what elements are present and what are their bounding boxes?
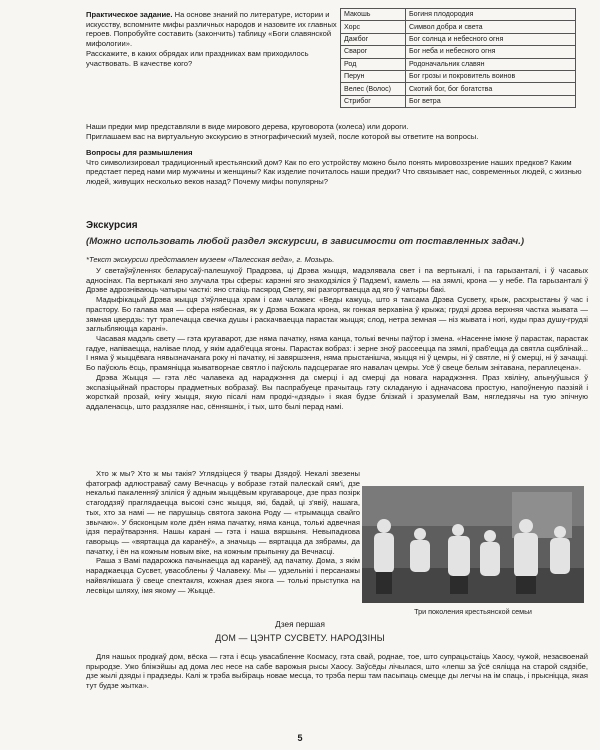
column-paragraph: Хто ж мы? Хто ж мы такія? Углядзіцеся ў твары Дзядоў. Некалі звезены фатограф адлюстраваў саму Вечнасць у вобразе гэтай палескай сям'і, дзе некалькі пакаленняў зліліся ў адным жыццёвым кругавароце, дзе праз позірк стагоддзяў праглядаецца высокі сэнс жыцця, які, бадай, ці з'явіў, нашага, тых, хто за намі — не парушыць святога закона Роду — «трымацца свайго звычаю». У бясконцым коле дзён няма пачатку, няма канца, толькі адвечная ідзя пераўтварэння. Нашы карані — гэта і наша вяршыня. Невыпадкова гаворыць — «вяртацца да каранёў», а значыць — вяртацца да зябрамы, да пачатку, і ён на кожным новым віке, на кожным прыпынку да Вечнасці.	[86, 469, 360, 556]
god-role-cell: Скотий бог, бог богатства	[406, 83, 576, 95]
gods-table-row	[341, 58, 576, 70]
intro-p1: Наши предки мир представляли в виде мирового дерева, круговорота (колеса) или дороги.	[86, 122, 409, 131]
gods-table	[340, 8, 576, 108]
questions-section	[86, 148, 586, 187]
chapter-label: Дзея першая	[275, 620, 325, 629]
column-paragraph: Раша з Вамі падарожжа пачынаецца ад каранёў, ад пачатку. Дома, з якім нараджаецца Сусвет, увасоблены ў Чалавеку. Мы — удзельнікі і персанажы найвялікшага ў свеце спектакля, кожная дзея якога — толькі прыступка на лесвіцы шляху, імя якому — Жыццё.	[86, 556, 360, 595]
gods-table-row	[341, 33, 576, 45]
chapter-text	[86, 652, 588, 691]
task-heading: Практическое задание.	[86, 10, 173, 19]
god-name-cell: Макошь	[341, 9, 406, 21]
gods-table-row	[341, 70, 576, 82]
page-number: 5	[297, 733, 303, 743]
body-paragraph: Мадыфікацый Дрэва жыцця з'яўляецца храм і сам чалавек: «Веды кажуць, што я таксама Дрэва Сусвету, крыж, расхрыстаны ў час і прастору. Бо галава мая — сфера нябесная, як у Дрэва Божага крона, як гонкая верхавіна ў крыжа; грудзі дрэва верхняя частка жывата — зямная цвердзь: тут трапечацца свечка душы і раскачваецца парастак жыцця; слод, нетра земная — ніз жывата і ногі, куды праз душу-грудзі заглыбляюцца карані».	[86, 295, 588, 334]
god-role-cell: Богиня плодородия	[406, 9, 576, 21]
chapter-title: ДОМ — ЦЭНТР СУСВЕТУ. НАРОДЗІНЫ	[215, 633, 385, 643]
god-role-cell: Бог ветра	[406, 95, 576, 107]
chapter-paragraph: Для нашых продкаў дом, вёска — гэта і ёсць увасабленне Космасу, гэта свай, роднае, тое, што супрацьстаіць Хаосу, чужой, незасвоенай прыродзе. Ужо бліжэйшы ад дома лес несе на сабе варожыя рысы Хаосу. Заўсёды лічылася, што «лепш за ўсё сяліцца на старой сядзібе, дзе жылі дзяды і прадзеды. Калі ж трэба выбіраць новае месца, то трэба перш там пасыпаць смецце ды легчы на ім спаць, і прысніцца, якая тут будзе жытка».	[86, 652, 588, 691]
museum-note: *Текст экскурсии представлен музеем «Палесская веда», г. Мозырь.	[86, 255, 335, 264]
photo-caption: Три поколения крестьянской семьи	[414, 607, 532, 616]
god-name-cell: Хорс	[341, 21, 406, 33]
gods-table-row	[341, 9, 576, 21]
god-name-cell: Перун	[341, 70, 406, 82]
intro-text	[86, 122, 586, 141]
task-paragraph-2: Расскажите, в каких обрядах или праздниках вам приходилось участвовать. В качестве кого?	[86, 48, 309, 68]
family-photo	[362, 486, 584, 603]
excursion-body	[86, 266, 588, 412]
task-text: На основе знаний по литературе, истории и искусству, вспомните мифы различных народов и назовите их главных героев. Попробуйте составить (закончить) таблицу «Боги славянской мифологии».	[86, 10, 337, 49]
god-name-cell: Велес (Волос)	[341, 83, 406, 95]
column-text	[86, 469, 360, 595]
body-paragraph: Часавая мадэль свету — гэта кругаварот, дзе няма пачатку, няма канца, толькі вечны паўтор і змена. «Насенне імкне ў парастак, парастак гадуе, напіваецца, налівае плод, у якім адаб'ецца ягоны. Парастак вобраз: і зерне зноў рассеецца па зямлі, праб'ецца да святла сцяблінай... І няма ў жыццёвага нявызначанага року ні пачатку, ні завяршэння, няма прыстанішча, жыцця ні ў цемры, ні ў святле, ні ў смерці, ні ў зачацці. Бо паўсюль ёсць, прамяніцца жыватворнае святло і паўсюль падсцерагае яго навалач цемры. Усё ў свеце белым знітавана, пераплецена».	[86, 334, 588, 373]
gods-table-row	[341, 21, 576, 33]
god-name-cell: Сварог	[341, 46, 406, 58]
god-role-cell: Бог неба и небесного огня	[406, 46, 576, 58]
questions-text: Что символизировал традиционный крестьянский дом? Как по его устройству можно было понять мировоззрение наших предков? Каким предстает перед нами мир мужчины и женщины? Как изделие почиталось наши предки? Что связывает нас, современных людей, с жизнью людей, живущих несколько веков назад? Почему мифы популярны?	[86, 157, 582, 187]
gods-table-row	[341, 83, 576, 95]
family-photo-illustration	[362, 486, 584, 603]
god-role-cell: Родоначальник славян	[406, 58, 576, 70]
questions-heading: Вопросы для размышления	[86, 148, 193, 157]
excursion-title: Экскурсия	[86, 220, 138, 231]
body-paragraph: У светаўяўленнях беларусаў-палешукоў Прадрэва, ці Дрэва жыцця, мадэлявала свет і па вертыкалі, і па гарызанталі, і ў часавых адносінах. Па вертыкалі яно злучала тры сферы: карэнні яго знаходзіліся ў Падзем'і, камель — на зямлі, крона — у небе. Па гарызанталі ў Дрэве адрозніваюць чатыры часткі: яно стаіць пасярод Свету, які разгортваецца ад яго ў чатыры бакі.	[86, 266, 588, 295]
task-paragraph	[86, 10, 338, 49]
body-paragraph: Дрэва Жыцця — гэта лёс чалавека ад нараджэння да смерці і ад смерці да новага нараджэння. Праз хвіліну, апынуўшыся ў экспазіцыйнай прасторы прадметных вобразаў. Вы паспрабуеце прачытаць гэту складаную і адначасова простую, напоўненую паэзіяй і жорсткай прозай, кнігу жыцця, якую пісалі нам продкі-«дзяды» і якая будзе блізкай і зразумелай Вам, нягледзячы на тую эпічную аддаленасць, што раздзяляе нас, сённяшніх, і тых, што былі перад намі.	[86, 372, 588, 412]
gods-table-row	[341, 46, 576, 58]
god-name-cell: Стрибог	[341, 95, 406, 107]
gods-table-row	[341, 95, 576, 107]
practical-task	[86, 10, 338, 68]
god-role-cell: Бог грозы и покровитель воинов	[406, 70, 576, 82]
god-role-cell: Символ добра и света	[406, 21, 576, 33]
god-name-cell: Дажбог	[341, 33, 406, 45]
god-name-cell: Род	[341, 58, 406, 70]
god-role-cell: Бог солнца и небесного огня	[406, 33, 576, 45]
excursion-note: (Можно использовать любой раздел экскурсии, в зависимости от поставленных задач.)	[86, 236, 525, 247]
intro-p2: Приглашаем вас на виртуальную экскурсию в этнографический музей, после которой вы ответите на вопросы.	[86, 131, 479, 141]
